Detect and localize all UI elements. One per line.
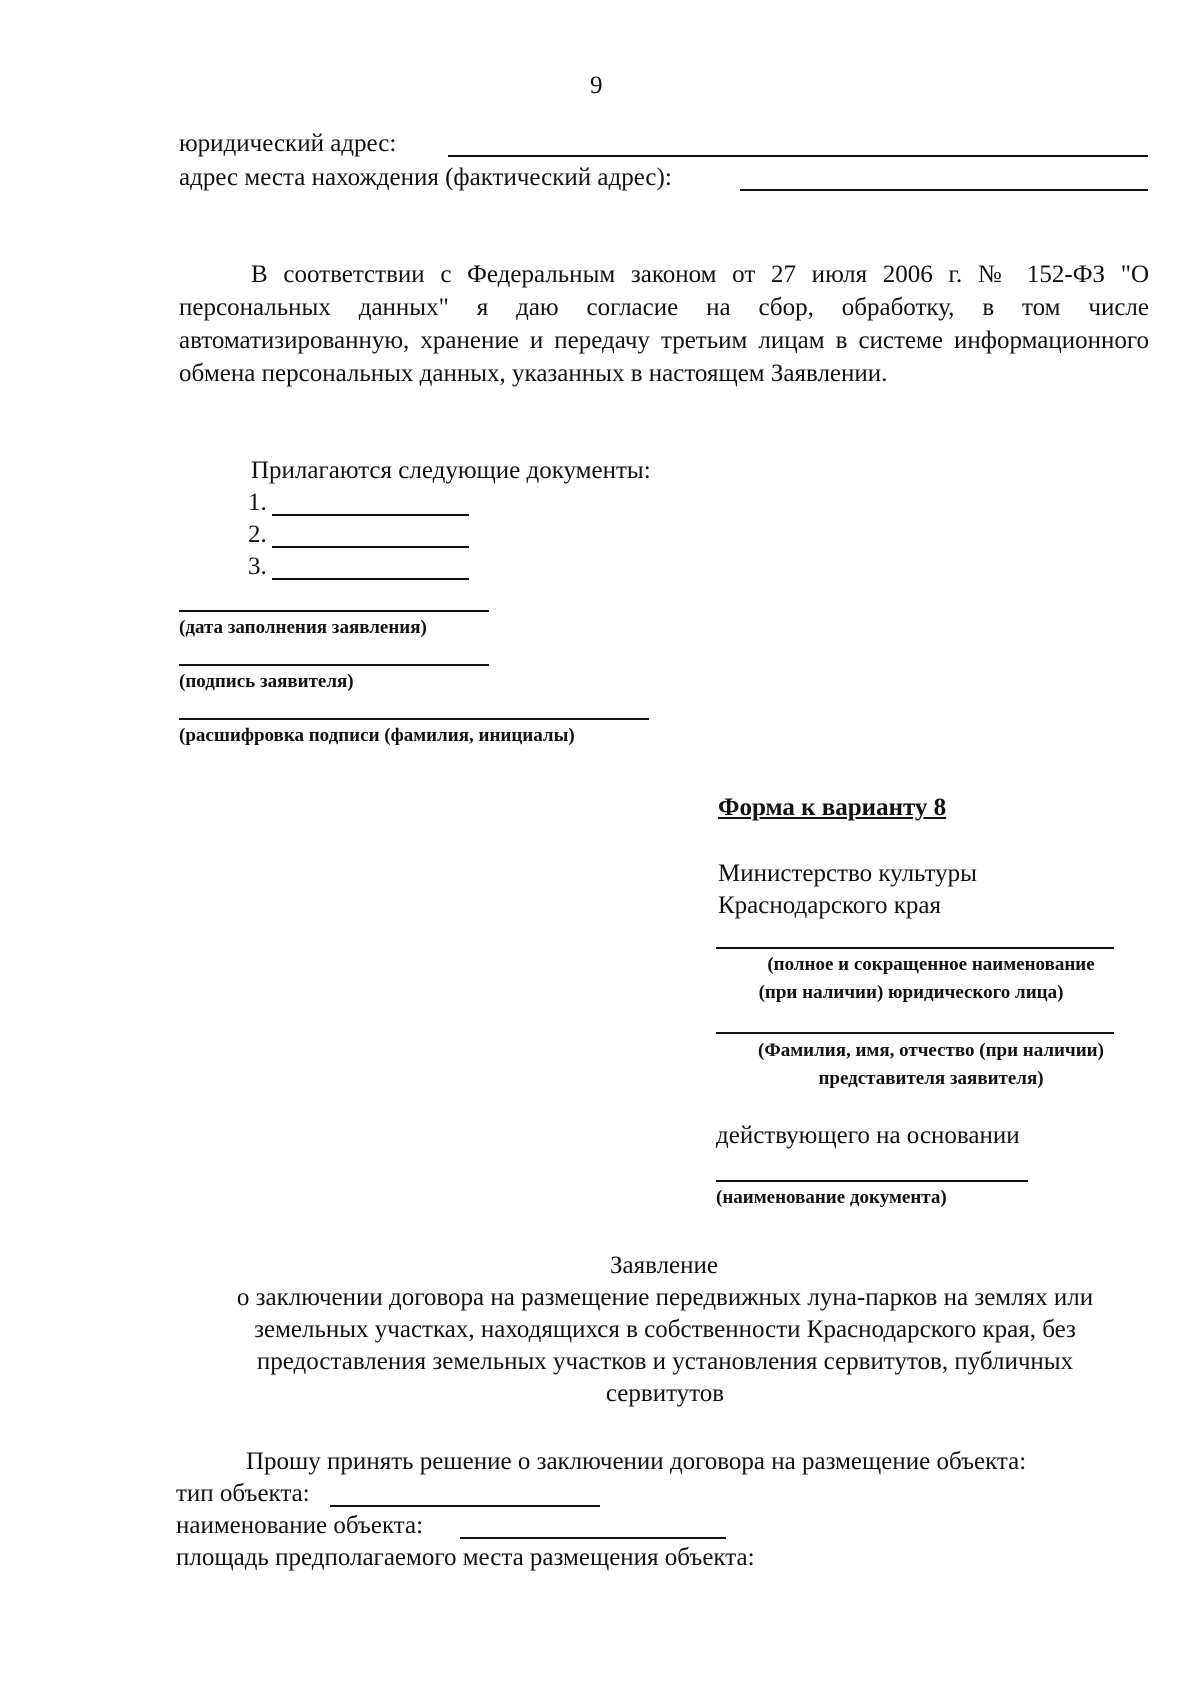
request-text: Прошу принять решение о заключении договора на размещение объекта:: [246, 1448, 1027, 1475]
object-name-label: наименование объекта:: [176, 1512, 424, 1539]
form-title: Форма к варианту 8: [718, 794, 947, 821]
date-field[interactable]: [179, 610, 489, 612]
application-title: Заявление: [609, 1252, 719, 1279]
actual-address-label: адрес места нахождения (фактический адрес):: [179, 164, 672, 191]
signature-caption: (подпись заявителя): [179, 671, 354, 692]
application-subtitle-line-1: о заключении договора на размещение передвижных луна-парков на землях или: [236, 1284, 1094, 1311]
basis-document-caption: (наименование документа): [716, 1187, 947, 1208]
transcript-caption: (расшифровка подписи (фамилия, инициалы): [179, 725, 575, 746]
page-number: 9: [590, 72, 603, 99]
area-label: площадь предполагаемого места размещения объекта:: [176, 1544, 755, 1571]
actual-address-field[interactable]: [740, 189, 1148, 191]
legal-address-field[interactable]: [448, 155, 1148, 157]
application-subtitle-line-3: предоставления земельных участков и установления сервитутов, публичных: [256, 1348, 1074, 1375]
basis-document-field[interactable]: [716, 1180, 1028, 1182]
signature-field[interactable]: [179, 664, 489, 666]
ministry-line-2: Краснодарского края: [718, 892, 941, 919]
acting-basis-label: действующего на основании: [716, 1122, 1020, 1149]
consent-paragraph: В соответствии с Федеральным законом от 27 июля 2006 г. № 152-ФЗ "О персональных данных" я даю согласие на сбор, обработку, в том числе автоматизированную, хранение и передачу третьим лицам в системе информационного обмена персональных данных, указанных в настоящем Заявлении.: [179, 261, 1149, 387]
attachments-heading: Прилагаются следующие документы:: [251, 457, 651, 484]
application-subtitle-line-2: земельных участках, находящихся в собственности Краснодарского края, без: [254, 1316, 1076, 1343]
object-name-field[interactable]: [460, 1537, 726, 1539]
attachment-number-3: 3.: [248, 553, 267, 580]
representative-field[interactable]: [716, 1032, 1114, 1034]
representative-caption-line-1: (Фамилия, имя, отчество (при наличии): [758, 1040, 1104, 1061]
attachment-number-1: 1.: [248, 489, 267, 516]
attachment-field-3[interactable]: [272, 578, 469, 580]
transcript-field[interactable]: [179, 718, 649, 720]
representative-caption-line-2: представителя заявителя): [818, 1068, 1044, 1089]
object-type-field[interactable]: [330, 1505, 600, 1507]
attachment-field-1[interactable]: [272, 514, 469, 516]
date-caption: (дата заполнения заявления): [179, 617, 427, 638]
object-type-label: тип объекта:: [176, 1480, 310, 1507]
entity-caption-line-1: (полное и сокращенное наименование: [767, 954, 1095, 975]
legal-address-label: юридический адрес:: [179, 130, 397, 157]
application-subtitle-line-4: сервитутов: [605, 1380, 725, 1407]
entity-caption-line-2: (при наличии) юридического лица): [758, 982, 1064, 1003]
entity-name-field[interactable]: [716, 947, 1114, 949]
ministry-line-1: Министерство культуры: [718, 860, 977, 887]
attachment-field-2[interactable]: [272, 546, 469, 548]
attachment-number-2: 2.: [248, 521, 267, 548]
